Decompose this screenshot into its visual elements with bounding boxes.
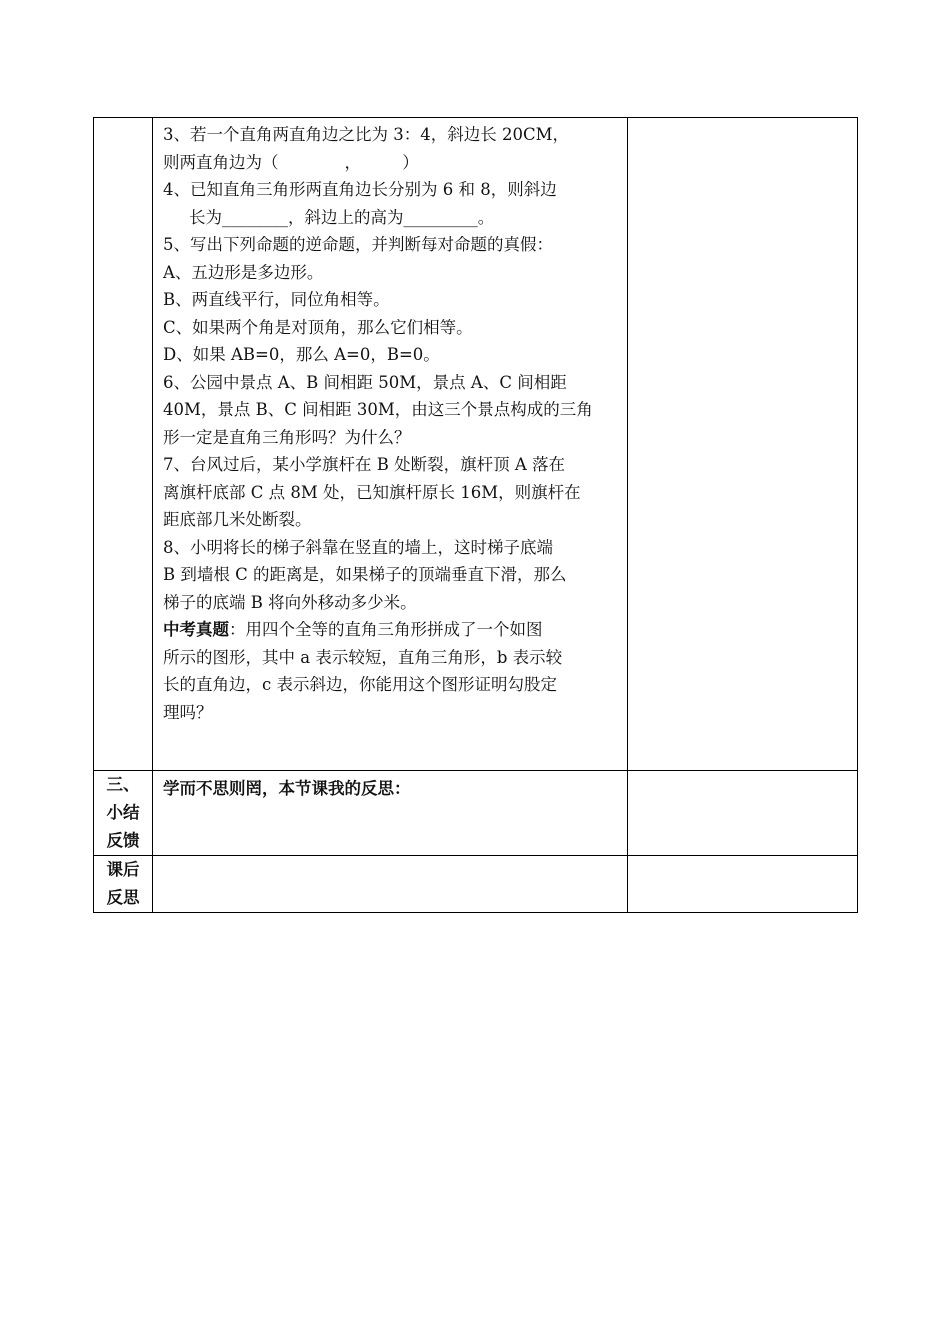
q5-option-d: D、如果 AB=0，那么 A=0，B=0。 — [163, 345, 440, 364]
q5-line1: 5、写出下列命题的逆命题，并判断每对命题的真假： — [163, 235, 553, 254]
after-class-label-line1: 课后 — [106, 860, 140, 879]
q7-line3: 距底部几米处断裂。 — [163, 510, 312, 529]
q5-option-c: C、如果两个角是对顶角，那么它们相等。 — [163, 317, 473, 337]
q6-line2: 40M，景点 B、C 间相距 30M，由这三个景点构成的三角 — [163, 400, 593, 419]
exam-question-text: ：用四个全等的直角三角形拼成了一个如图 — [229, 620, 543, 639]
q3-line1: 3、若一个直角两直角边之比为 3：4，斜边长 20CM， — [163, 125, 569, 144]
after-class-row — [94, 856, 858, 913]
exam-question-line3: 长的直角边，c 表示斜边，你能用这个图形证明勾股定 — [163, 675, 557, 694]
q3-line2: 则两直角边为（ ， ） — [163, 152, 419, 172]
q5-option-a: A、五边形是多边形。 — [163, 262, 324, 282]
reflection-prompt: 学而不思则罔，本节课我的反思： — [163, 779, 411, 798]
exam-question-label: 中考真题 — [163, 620, 229, 639]
exam-question-line1 — [163, 616, 619, 644]
q4-line1: 4、已知直角三角形两直角边长分别为 6 和 8，则斜边 — [163, 180, 557, 199]
summary-notes-cell — [628, 771, 858, 856]
after-class-content-cell — [153, 856, 628, 913]
q8-line3: 梯子的底端 B 将向外移动多少米。 — [163, 592, 417, 612]
q5-option-b: B、两直线平行，同位角相等。 — [163, 290, 390, 309]
q7-line1: 7、台风过后，某小学旗杆在 B 处断裂，旗杆顶 A 落在 — [163, 455, 566, 474]
lesson-table — [93, 117, 858, 913]
summary-label-line1: 三、 — [106, 775, 140, 794]
summary-label-cell — [94, 771, 153, 856]
exercise-notes-cell — [628, 118, 858, 771]
summary-content-cell — [153, 771, 628, 856]
after-class-label-line2: 反思 — [106, 888, 140, 907]
q8-line2: B 到墙根 C 的距离是，如果梯子的顶端垂直下滑，那么 — [163, 565, 567, 584]
q6-line1: 6、公园中景点 A、B 间相距 50M，景点 A、C 间相距 — [163, 372, 567, 392]
after-class-label-cell — [94, 856, 153, 913]
q6-line3: 形一定是直角三角形吗？为什么？ — [163, 427, 411, 447]
q7-line2: 离旗杆底部 C 点 8M 处，已知旗杆原长 16M，则旗杆在 — [163, 482, 581, 502]
summary-row — [94, 771, 858, 856]
exam-question-line4: 理吗？ — [163, 702, 213, 722]
exercise-label-cell — [94, 118, 153, 771]
q8-line1: 8、小明将长的梯子斜靠在竖直的墙上，这时梯子底端 — [163, 537, 553, 557]
summary-label-line3: 反馈 — [106, 831, 140, 850]
after-class-notes-cell — [628, 856, 858, 913]
summary-label-line2: 小结 — [106, 803, 140, 822]
q4-line2: 长为________，斜边上的高为_________。 — [189, 207, 495, 227]
exam-question-line2: 所示的图形，其中 a 表示较短，直角三角形，b 表示较 — [163, 647, 563, 667]
exercise-content-cell — [153, 118, 628, 771]
exercise-row — [94, 118, 858, 771]
